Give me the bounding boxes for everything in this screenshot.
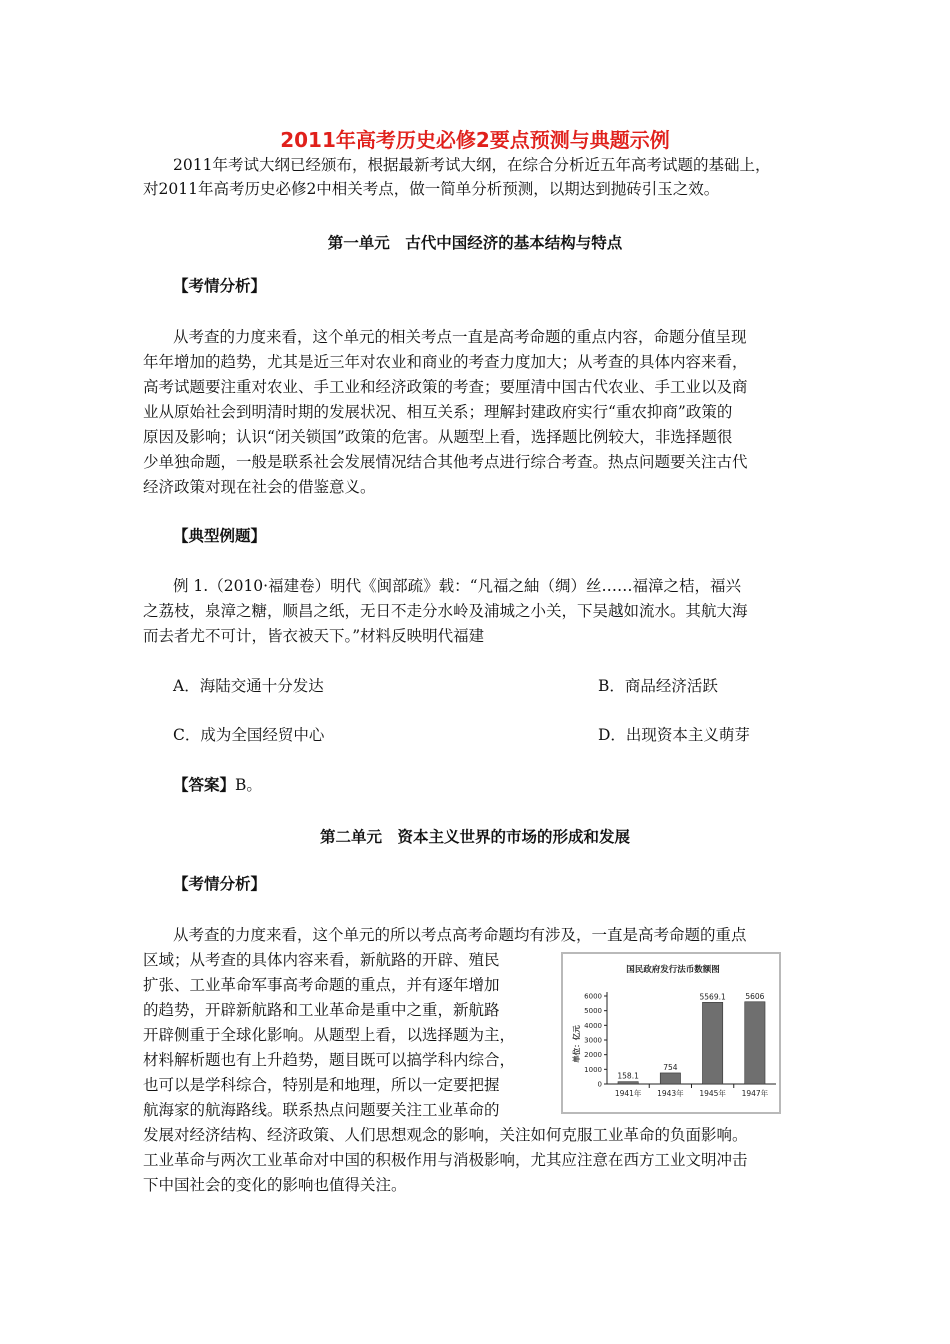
unit1-analysis-line-4: 业从原始社会到明清时期的发展状况、相互关系；理解封建政府实行“重农抑商”政策的 [143,403,733,421]
bar-1947年 [745,1002,765,1084]
x-tick-label: 1941年 [614,1089,642,1098]
intro-line-2: 对2011年高考历史必修2中相关考点，做一简单分析预测，以期达到抛砖引玉之效。 [143,180,720,198]
unit2-analysis-label: 【考情分析】 [173,875,267,893]
unit2-heading: 第二单元 资本主义世界的市场的形成和发展 [319,828,630,846]
bar-1945年 [702,1002,722,1084]
unit1-analysis-line-5: 原因及影响；认识“闭关锁国”政策的危害。从题型上看，选择题比例较大，非选择题很 [143,428,733,446]
unit2-line-5: 开辟侧重于全球化影响。从题型上看，以选择题为主， [143,1026,516,1044]
page-title: 2011年高考历史必修2要点预测与典题示例 [280,128,670,152]
bar-1943年 [660,1073,680,1084]
y-tick-label: 2000 [584,1051,602,1060]
unit2-line-9: 发展对经济结构、经济政策、人们思想观念的影响，关注如何克服工业革命的负面影响。 [143,1126,748,1144]
y-tick-label: 3000 [584,1036,602,1045]
unit2-line-1: 从考查的力度来看，这个单元的所以考点高考命题均有涉及，一直是高考命题的重点 [173,926,747,944]
y-tick-label: 4000 [584,1021,602,1030]
unit2-line-2: 区域；从考查的具体内容来看，新航路的开辟、殖民 [143,951,500,969]
unit1-analysis-line-7: 经济政策对现在社会的借鉴意义。 [143,478,376,496]
y-tick-label: 0 [597,1080,602,1089]
unit2-line-6: 材料解析题也有上升趋势，题目既可以搞学科内综合， [143,1051,516,1069]
bar-value-label: 5569.1 [699,992,726,1002]
unit1-analysis-line-2: 年年增加的趋势，尤其是近三年对农业和商业的考查力度加大；从考查的具体内容来看， [143,353,748,371]
y-tick-label: 6000 [584,992,602,1001]
bar-1941年 [618,1082,638,1084]
bar-value-label: 158.1 [617,1071,639,1081]
unit1-analysis-line-3: 高考试题要注重对农业、手工业和经济政策的考查；要厘清中国古代农业、手工业以及商 [143,378,748,396]
option-b: B．商品经济活跃 [598,677,718,695]
x-tick-label: 1947年 [741,1089,769,1098]
unit1-analysis-line-6: 少单独命题，一般是联系社会发展情况结合其他考点进行综合考查。热点问题要关注古代 [143,453,748,471]
option-d: D．出现资本主义萌芽 [598,726,750,744]
y-tick-label: 5000 [584,1007,602,1016]
unit2-line-11: 下中国社会的变化的影响也值得关注。 [143,1176,407,1194]
answer-line [173,775,262,795]
example-line-3: 而去者尤不可计，皆衣被天下。”材料反映明代福建 [143,627,485,645]
x-tick-label: 1945年 [699,1089,726,1098]
currency-issuance-chart [561,952,781,1114]
x-tick-label: 1943年 [657,1089,684,1098]
unit2-line-7: 也可以是学科综合，特别是和地理，所以一定要把握 [143,1076,500,1094]
unit2-line-10: 工业革命与两次工业革命对中国的积极作用与消极影响，尤其应注意在西方工业文明冲击 [143,1151,748,1169]
unit2-line-8: 航海家的航海路线。联系热点问题要关注工业革命的 [143,1101,500,1119]
intro-line-1: 2011年考试大纲已经颁布，根据最新考试大纲，在综合分析近五年高考试题的基础上， [173,156,771,174]
bar-value-label: 5606 [745,991,765,1001]
option-c: C．成为全国经贸中心 [173,726,325,744]
chart-title: 国民政府发行法币数额图 [626,965,720,975]
answer-value: B。 [235,776,262,794]
unit2-line-3: 扩张、工业革命军事高考命题的重点，并有逐年增加 [143,976,500,994]
chart-ylabel: 单位：亿元 [572,1025,581,1063]
unit1-analysis-label: 【考情分析】 [173,277,267,295]
unit2-line-4: 的趋势，开辟新航路和工业革命是重中之重，新航路 [143,1001,500,1019]
option-a: A．海陆交通十分发达 [173,677,324,695]
answer-label: 【答案】 [173,776,236,794]
y-tick-label: 1000 [584,1065,602,1074]
unit1-analysis-line-1: 从考查的力度来看，这个单元的相关考点一直是高考命题的重点内容，命题分值呈现 [173,328,747,346]
bar-value-label: 754 [663,1062,678,1072]
unit1-heading: 第一单元 古代中国经济的基本结构与特点 [327,234,623,252]
example-line-1: 例 1.（2010·福建卷）明代《闽部疏》载：“凡福之紬（绸）丝……福漳之桔，福兴 [173,577,742,595]
example-line-2: 之荔枝，泉漳之糖，顺昌之纸，无日不走分水岭及浦城之小关，下吴越如流水。其航大海 [143,602,748,620]
unit1-example-label: 【典型例题】 [173,527,267,545]
